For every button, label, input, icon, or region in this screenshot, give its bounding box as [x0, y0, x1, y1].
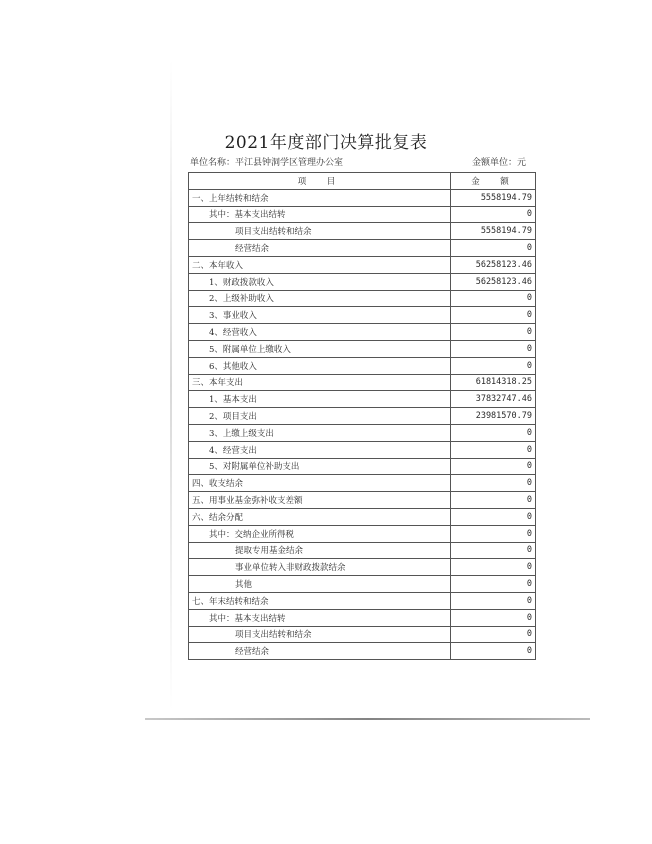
table-row [189, 542, 536, 559]
row-amount-value: 23981570.79 [451, 408, 536, 425]
unit-name-label: 单位名称：平江县钟洞学区管理办公室 [190, 158, 344, 168]
row-item-label: 经营结余 [189, 643, 451, 660]
row-item-label: 二、本年收入 [189, 256, 451, 273]
row-item-label: 其中：交纳企业所得税 [189, 525, 451, 542]
row-amount-value: 0 [451, 508, 536, 525]
table-row [189, 508, 536, 525]
row-item-label: 项目支出结转和结余 [189, 223, 451, 240]
table-row [189, 475, 536, 492]
row-amount-value: 0 [451, 492, 536, 509]
table-row [189, 424, 536, 441]
table-row [189, 273, 536, 290]
page-title: 2021年度部门决算批复表 [224, 133, 428, 153]
row-amount-value: 0 [451, 576, 536, 593]
page-bottom-edge [145, 718, 590, 720]
table-row [189, 576, 536, 593]
row-item-label: 5、附属单位上缴收入 [189, 340, 451, 357]
row-item-label: 提取专用基金结余 [189, 542, 451, 559]
row-amount-value: 0 [451, 626, 536, 643]
table-row [189, 307, 536, 324]
table-row [189, 340, 536, 357]
row-amount-value: 0 [451, 290, 536, 307]
table-row [189, 223, 536, 240]
table-row [189, 643, 536, 660]
table-row [189, 609, 536, 626]
row-amount-value: 0 [451, 357, 536, 374]
table-row [189, 391, 536, 408]
row-amount-value: 0 [451, 525, 536, 542]
row-amount-value: 0 [451, 609, 536, 626]
table-row [189, 357, 536, 374]
row-amount-value: 0 [451, 441, 536, 458]
row-amount-value: 0 [451, 559, 536, 576]
row-item-label: 三、本年支出 [189, 374, 451, 391]
column-header-item: 项 目 [189, 173, 451, 190]
row-amount-value: 37832747.46 [451, 391, 536, 408]
table-body [189, 189, 536, 659]
row-amount-value: 0 [451, 475, 536, 492]
row-item-label: 项目支出结转和结余 [189, 626, 451, 643]
scan-edge-shadow [170, 60, 172, 710]
approval-table [188, 172, 536, 660]
table-row [189, 324, 536, 341]
row-amount-value: 0 [451, 340, 536, 357]
row-item-label: 6、其他收入 [189, 357, 451, 374]
row-item-label: 事业单位转入非财政拨款结余 [189, 559, 451, 576]
table-row [189, 458, 536, 475]
amount-unit-label: 金额单位：元 [472, 158, 527, 168]
row-item-label: 2、上级补助收入 [189, 290, 451, 307]
table-row [189, 189, 536, 206]
row-item-label: 1、财政拨款收入 [189, 273, 451, 290]
table-row [189, 492, 536, 509]
row-amount-value: 0 [451, 206, 536, 223]
table-row [189, 240, 536, 257]
table-row [189, 592, 536, 609]
row-item-label: 4、经营收入 [189, 324, 451, 341]
row-item-label: 一、上年结转和结余 [189, 189, 451, 206]
table-header-row [189, 173, 536, 190]
row-item-label: 3、事业收入 [189, 307, 451, 324]
row-item-label: 其中：基本支出结转 [189, 609, 451, 626]
row-item-label: 六、结余分配 [189, 508, 451, 525]
row-item-label: 经营结余 [189, 240, 451, 257]
row-amount-value: 0 [451, 307, 536, 324]
table-row [189, 559, 536, 576]
row-amount-value: 56258123.46 [451, 273, 536, 290]
row-item-label: 2、项目支出 [189, 408, 451, 425]
table-row [189, 408, 536, 425]
column-header-amount: 金 额 [451, 173, 536, 190]
row-item-label: 五、用事业基金弥补收支差额 [189, 492, 451, 509]
row-amount-value: 0 [451, 592, 536, 609]
row-amount-value: 0 [451, 643, 536, 660]
row-amount-value: 61814318.25 [451, 374, 536, 391]
row-item-label: 4、经营支出 [189, 441, 451, 458]
table-row [189, 206, 536, 223]
table-row [189, 626, 536, 643]
row-amount-value: 0 [451, 458, 536, 475]
row-item-label: 七、年末结转和结余 [189, 592, 451, 609]
row-amount-value: 0 [451, 542, 536, 559]
table-row [189, 441, 536, 458]
table-row [189, 256, 536, 273]
row-amount-value: 0 [451, 424, 536, 441]
row-amount-value: 0 [451, 240, 536, 257]
row-amount-value: 5558194.79 [451, 189, 536, 206]
row-item-label: 3、上缴上级支出 [189, 424, 451, 441]
row-item-label: 5、对附属单位补助支出 [189, 458, 451, 475]
table-row [189, 374, 536, 391]
row-item-label: 四、收支结余 [189, 475, 451, 492]
row-amount-value: 0 [451, 324, 536, 341]
row-amount-value: 5558194.79 [451, 223, 536, 240]
row-item-label: 1、基本支出 [189, 391, 451, 408]
table-row [189, 290, 536, 307]
row-item-label: 其他 [189, 576, 451, 593]
row-item-label: 其中：基本支出结转 [189, 206, 451, 223]
table-row [189, 525, 536, 542]
row-amount-value: 56258123.46 [451, 256, 536, 273]
